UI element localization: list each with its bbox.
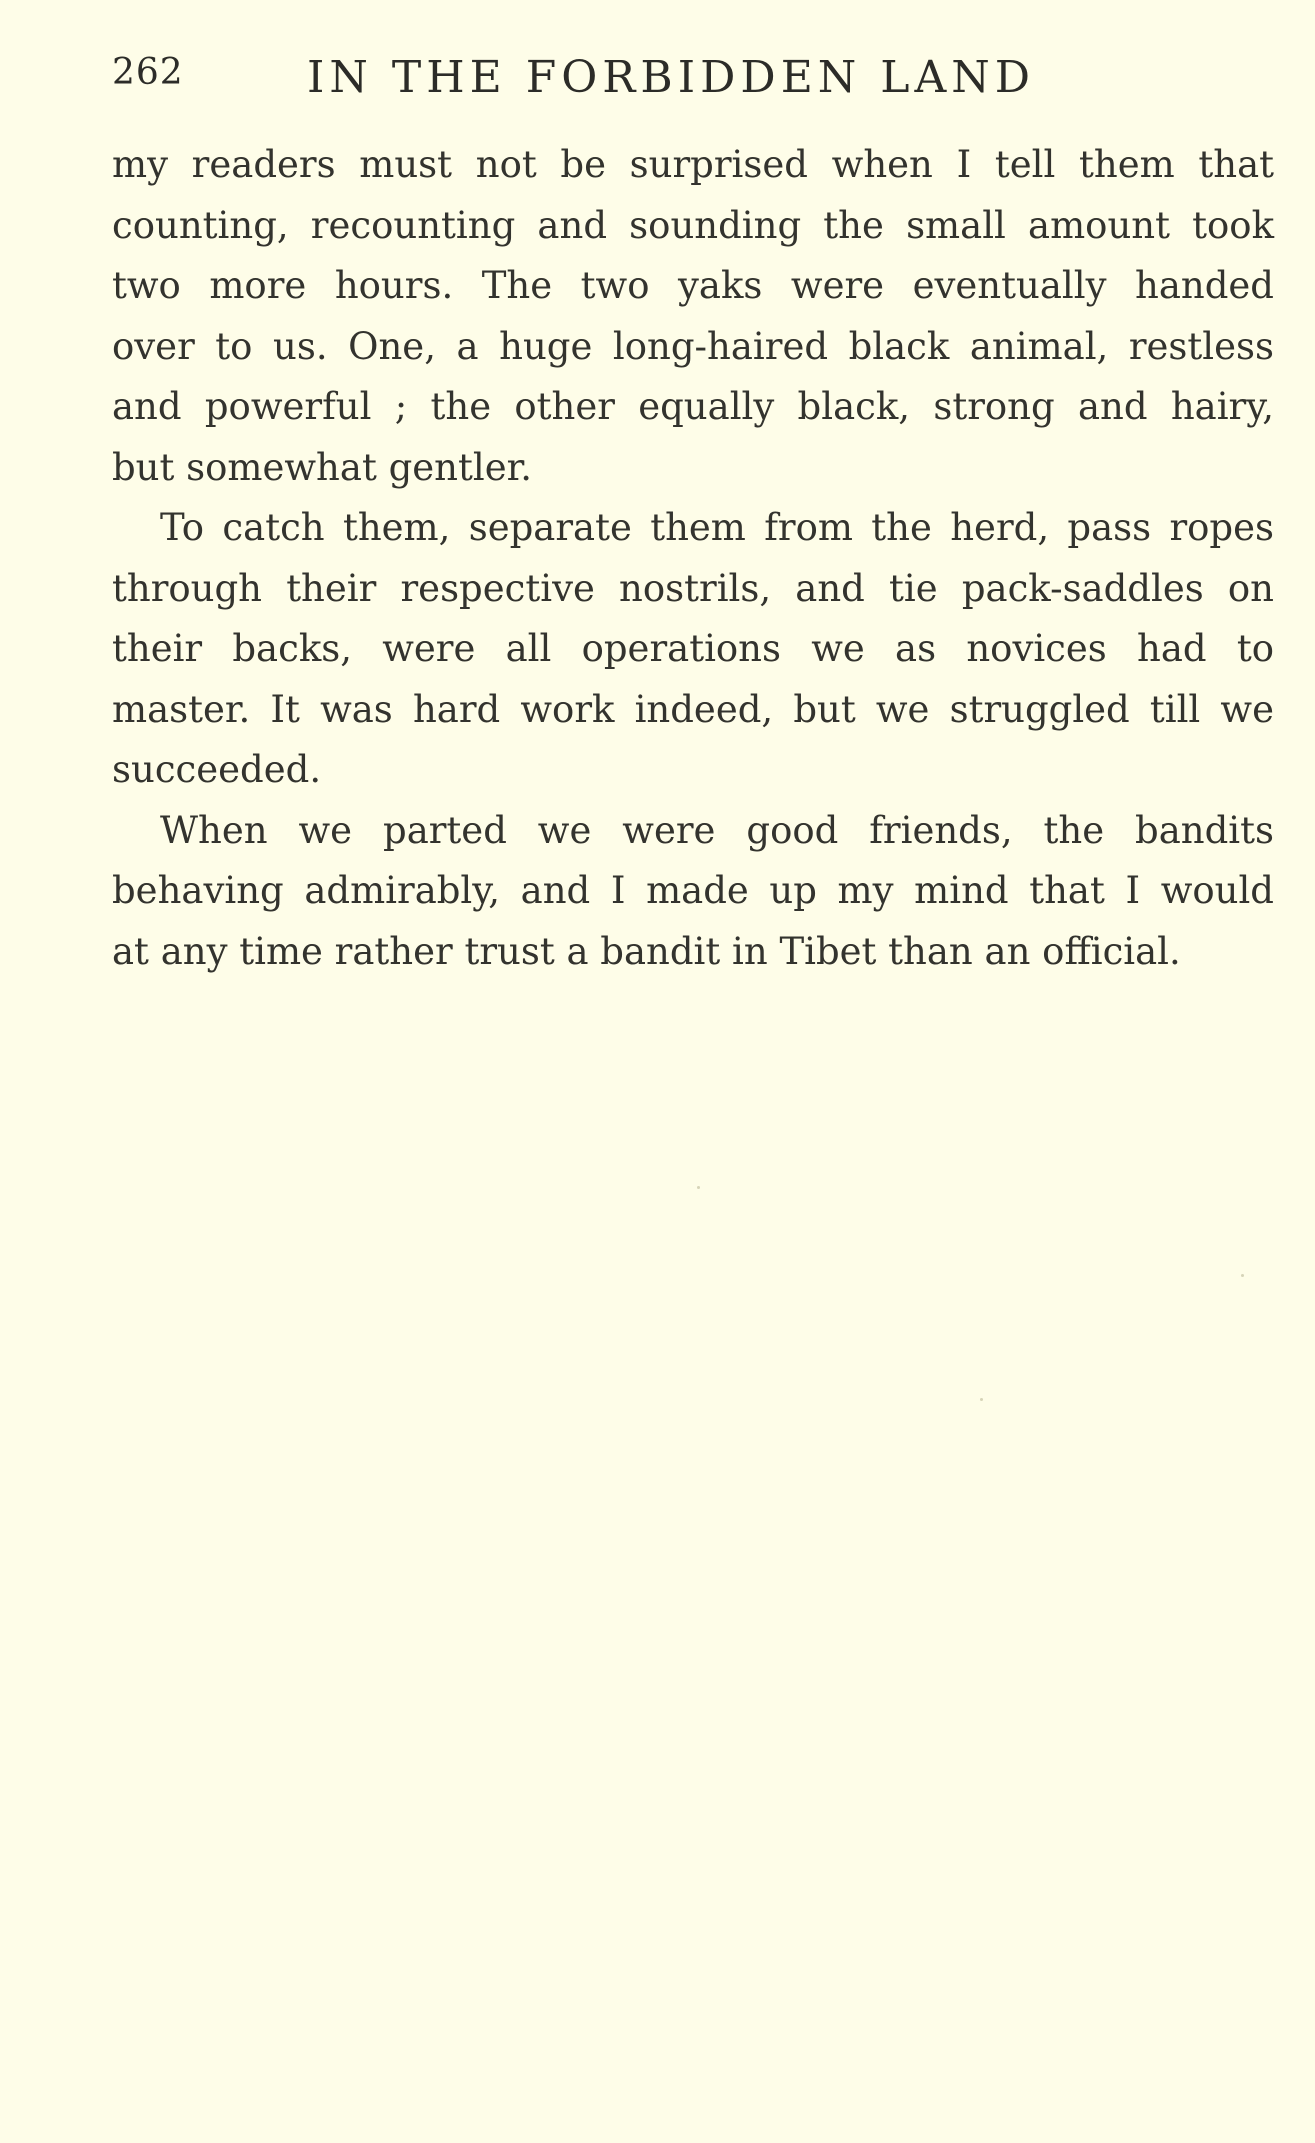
text-line: over to us. One, a huge long-haired black animal, restless <box>112 324 1274 368</box>
text-line: at any time rather trust a bandit in Tibet than an official. <box>112 929 1181 973</box>
text-line: To catch them, separate them from the herd, pass ropes <box>160 506 1274 549</box>
body-text <box>112 135 1274 982</box>
text-line: counting, recounting and sounding the small amount took <box>112 203 1274 247</box>
text-line: succeeded. <box>112 748 322 791</box>
running-head <box>112 52 1275 108</box>
text-line: When we parted we were good friends, the bandits <box>160 808 1274 852</box>
paper-speck <box>980 1398 983 1401</box>
paper-speck <box>1241 1274 1244 1277</box>
paragraph-3 <box>112 801 1274 983</box>
text-line: and powerful ; the other equally black, strong and hairy, <box>112 385 1274 428</box>
paper-speck <box>697 1186 700 1189</box>
text-line: two more hours. The two yaks were eventually handed <box>112 264 1274 307</box>
text-line: their backs, were all operations we as novices had to <box>112 627 1274 670</box>
text-line: but somewhat gentler. <box>112 445 532 489</box>
text-line: through their respective nostrils, and tie pack-saddles on <box>112 566 1274 610</box>
page-number: 262 <box>112 52 184 93</box>
paragraph-1 <box>112 135 1274 498</box>
text-line: behaving admirably, and I made up my mind that I would <box>112 869 1274 912</box>
text-line: master. It was hard work indeed, but we struggled till we <box>112 687 1274 731</box>
paragraph-2 <box>112 498 1274 801</box>
text-line: my readers must not be surprised when I tell them that <box>112 143 1274 186</box>
book-title: IN THE FORBIDDEN LAND <box>307 52 1036 103</box>
